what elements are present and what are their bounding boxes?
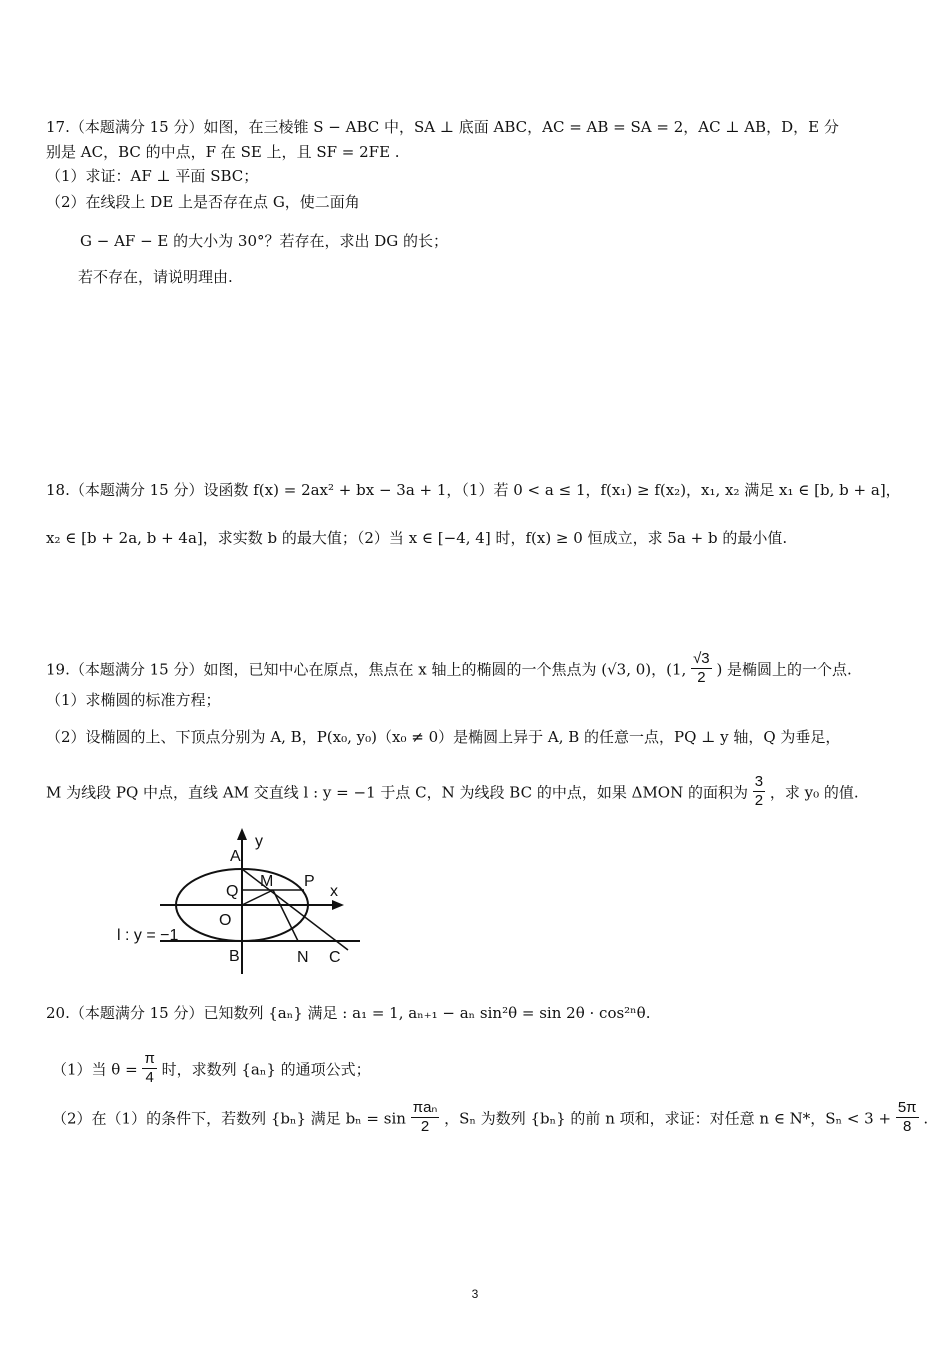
fraction-numerator: πaₙ [412,1099,438,1116]
q20-line-3-text-c: . [923,1109,929,1128]
q19-line-2: （1）求椭圆的标准方程； [46,691,221,709]
point-m-label: M [260,873,274,890]
y-axis-label: y [255,833,263,850]
fraction-numerator: 3 [754,773,764,790]
fraction-denominator: 2 [420,1118,430,1135]
point-p-label: P [304,873,315,890]
fraction-denominator: 8 [903,1118,912,1135]
q19-line-1-text-a: 19.（本题满分 15 分）如图，已知中心在原点，焦点在 x 轴上的椭圆的一个焦点为 (√3, 0)，(1, [46,660,687,679]
point-n-label: N [297,949,309,966]
page-number: 3 [471,1287,479,1301]
q19-line-1 [46,652,852,689]
q20-line-3 [52,1101,928,1138]
q20-line-1: 20.（本题满分 15 分）已知数列 {aₙ} 满足 : a₁ = 1, aₙ₊₁ − aₙ sin²θ = sin 2θ · cos²ⁿθ. [46,1004,651,1022]
q19-line-4 [46,775,859,812]
q20-line-3-text-a: （2）在（1）的条件下，若数列 {bₙ} 满足 bₙ = sin [52,1109,406,1128]
q17-line-2: 别是 AC，BC 的中点，F 在 SE 上，且 SF = 2FE . [46,143,400,161]
point-a-label: A [230,848,241,865]
fraction-denominator: 2 [697,669,706,686]
q19-line-4-text-b: ，求 y₀ 的值. [769,783,859,802]
segment-mn [273,890,298,941]
fraction-numerator: 5π [897,1099,917,1116]
point-q-label: Q [226,883,239,900]
line-l-label: l : y = −1 [117,927,179,944]
segment-om [242,890,273,905]
fraction-numerator: π [144,1050,155,1067]
fraction-sqrt3-over-2 [691,650,712,687]
q19-line-1-text-b: ) 是椭圆上的一个点. [716,660,852,679]
q18-line-1: 18.（本题满分 15 分）设函数 f(x) = 2ax² + bx − 3a + 1，（1）若 0 < a ≤ 1，f(x₁) ≥ f(x₂)，x₁, x₂ 满足 x₁ ∈ [b, b + a]， [46,481,901,499]
fraction-5pi-over-8 [896,1099,919,1136]
q20-line-3-text-b: ，Sₙ 为数列 {bₙ} 的前 n 项和，求证：对任意 n ∈ N*，Sₙ < 3 + [444,1109,892,1128]
point-o-label: O [219,912,232,929]
fraction-numerator: √3 [693,650,710,667]
y-axis-arrow-icon [237,828,247,840]
q17-line-5: G − AF − E 的大小为 30°？若存在，求出 DG 的长； [80,232,449,250]
point-b-label: B [229,948,240,965]
q17-line-6: 若不存在，请说明理由. [78,268,233,286]
q17-line-1: 17.（本题满分 15 分）如图，在三棱锥 S − ABC 中，SA ⊥ 底面 ABC，AC = AB = SA = 2，AC ⊥ AB，D，E 分 [46,118,839,136]
fraction-denominator: 4 [145,1069,154,1086]
q20-line-2-text-b: 时，求数列 {aₙ} 的通项公式； [161,1060,371,1079]
x-axis-arrow-icon [332,900,344,910]
q18-line-2: x₂ ∈ [b + 2a, b + 4a]，求实数 b 的最大值；（2）当 x ∈ [−4, 4] 时，f(x) ≥ 0 恒成立，求 5a + b 的最小值. [46,529,788,547]
fraction-pi-over-4 [142,1050,156,1087]
q17-line-3: （1）求证：AF ⊥ 平面 SBC； [46,167,259,185]
fraction-denominator: 2 [754,792,764,809]
point-c-label: C [329,949,341,966]
x-axis-label: x [330,883,338,900]
q17-line-4: （2）在线段上 DE 上是否存在点 G，使二面角 [46,193,360,211]
q19-line-4-text-a: M 为线段 PQ 中点，直线 AM 交直线 l : y = −1 于点 C，N 为线段 BC 的中点，如果 ΔMON 的面积为 [46,783,748,802]
fraction-pi-an-over-2 [411,1099,440,1136]
fraction-3-over-2 [753,773,765,810]
q20-line-2 [52,1052,371,1089]
q20-line-2-text-a: （1）当 θ = [52,1060,138,1079]
ellipse-figure [112,826,372,976]
q19-line-3: （2）设椭圆的上、下顶点分别为 A, B，P(x₀, y₀)（x₀ ≠ 0）是椭圆上异于 A, B 的任意一点，PQ ⊥ y 轴，Q 为垂足， [46,728,841,746]
